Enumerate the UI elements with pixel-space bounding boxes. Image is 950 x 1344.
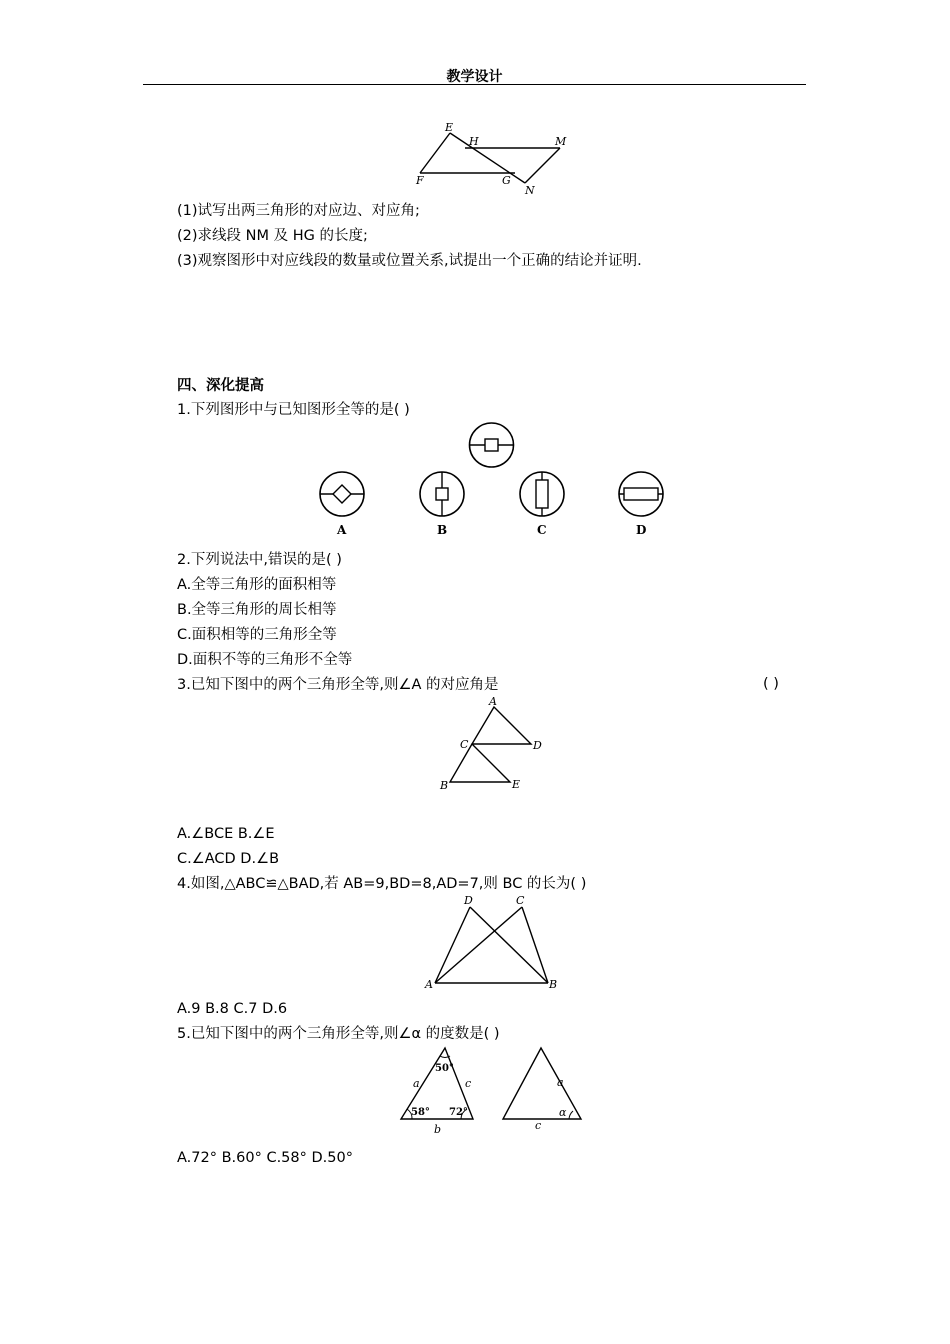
p4-label-A: A [425, 978, 433, 991]
p2-question: 2.下列说法中,错误的是( ) [177, 552, 342, 568]
p1-option-figures [315, 470, 675, 542]
p3-label-E: E [512, 778, 521, 791]
label-F: F [416, 174, 424, 187]
p2-option-b: B.全等三角形的周长相等 [177, 602, 337, 618]
p3-answer-paren: ( ) [763, 676, 779, 692]
p2-option-d: D.面积不等的三角形不全等 [177, 652, 353, 668]
document-header: 教学设计 [446, 69, 503, 85]
p4-label-D: D [464, 894, 473, 907]
p2-option-a: A.全等三角形的面积相等 [177, 577, 337, 593]
p1-option-label-b: B [437, 523, 448, 537]
p3-options-row1: A.∠BCE B.∠E [177, 826, 275, 842]
p5-label-c1: c [465, 1077, 472, 1090]
label-N: N [525, 184, 535, 197]
p5-label-a2: a [557, 1076, 564, 1089]
p1-question: 1.下列图形中与已知图形全等的是( ) [177, 402, 410, 418]
p2-option-c: C.面积相等的三角形全等 [177, 627, 337, 643]
p5-label-b1: b [434, 1123, 442, 1136]
p3-question: 3.已知下图中的两个三角形全等,则∠A 的对应角是 [177, 677, 499, 693]
section3-q1: (1)试写出两三角形的对应边、对应角; [177, 203, 420, 219]
p4-label-C: C [516, 894, 525, 907]
label-G: G [502, 174, 511, 187]
p1-option-label-c: C [537, 523, 547, 537]
p3-label-A: A [489, 695, 497, 708]
p4-label-B: B [549, 978, 558, 991]
p5-figure [395, 1045, 590, 1140]
p4-options: A.9 B.8 C.7 D.6 [177, 1001, 288, 1017]
section3-q2: (2)求线段 NM 及 HG 的长度; [177, 228, 368, 244]
section4-title: 四、深化提高 [177, 378, 264, 394]
header-rule [143, 84, 806, 85]
p3-label-D: D [533, 739, 542, 752]
label-E: E [445, 121, 454, 134]
p3-label-B: B [440, 779, 449, 792]
p5-options: A.72° B.60° C.58° D.50° [177, 1150, 353, 1166]
p5-label-alpha: α [559, 1106, 567, 1119]
p3-options-row2: C.∠ACD D.∠B [177, 851, 280, 867]
section3-q3: (3)观察图形中对应线段的数量或位置关系,试提出一个正确的结论并证明. [177, 253, 642, 269]
p5-angle-left: 58° [411, 1107, 430, 1118]
p5-question: 5.已知下图中的两个三角形全等,则∠α 的度数是( ) [177, 1026, 500, 1042]
figure-efghmn [405, 118, 585, 203]
p1-option-label-d: D [636, 523, 647, 537]
p5-angle-right: 72° [449, 1107, 468, 1118]
label-M: M [555, 135, 567, 148]
p5-label-c2: c [535, 1119, 542, 1132]
label-H: H [469, 135, 479, 148]
p4-question: 4.如图,△ABC≌△BAD,若 AB=9,BD=8,AD=7,则 BC 的长为( ) [177, 876, 587, 892]
p3-figure [435, 693, 550, 793]
p1-reference-figure [467, 422, 517, 470]
p4-figure [420, 890, 570, 995]
p5-angle-top: 50° [435, 1063, 454, 1074]
p5-label-a1: a [413, 1077, 420, 1090]
p3-label-C: C [460, 738, 469, 751]
p1-option-label-a: A [337, 523, 347, 537]
